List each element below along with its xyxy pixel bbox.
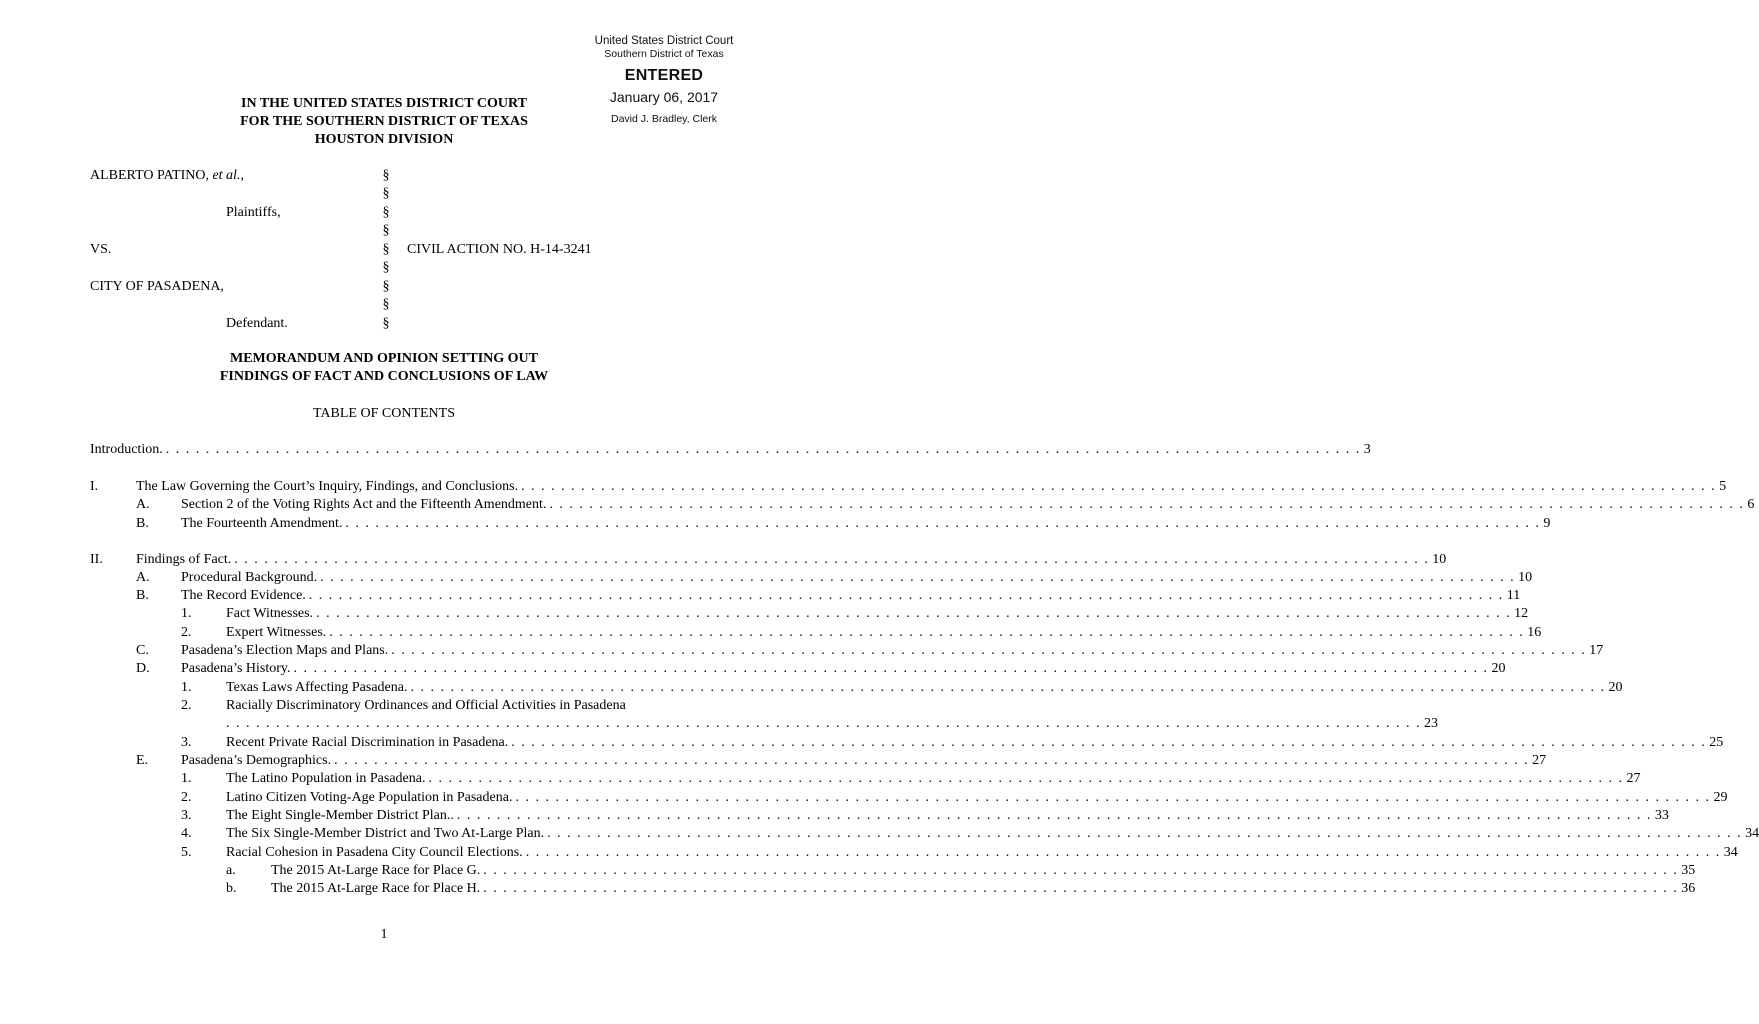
- toc-entry-text: Section 2 of the Voting Rights Act and the Fifteenth Amendment.: [181, 497, 547, 512]
- toc-entry-number: D.: [136, 661, 150, 676]
- toc-leader: . . . . . . . . . . . . . . . . . . . . . . . . . . . . . . . . . . . . . . . . . . . . . . . . . . . . . . . . . . . . . . . . . . . . . . . . . . . . . . . . . . . . . . . . . . . . . . . . . . . . . . . . . . . . . . . . . . . . . . . .: [515, 790, 1711, 805]
- toc-entry: [136, 752, 1547, 770]
- plaintiff-name: ALBERTO PATINO, et al.,: [90, 168, 244, 183]
- toc-entry-number: 2.: [181, 625, 192, 640]
- toc-entry-number: 4.: [181, 826, 192, 841]
- toc-entry: [136, 587, 1521, 605]
- toc-entry-page: 34: [1745, 826, 1759, 841]
- toc-entry-number: I.: [90, 479, 99, 494]
- toc-entry-number: C.: [136, 643, 149, 658]
- toc-entry-page: 3: [1363, 442, 1371, 457]
- toc-entry-text: Pasadena’s Election Maps and Plans.: [181, 643, 389, 658]
- toc-entry-page: 25: [1709, 735, 1724, 750]
- section-symbol: §: [382, 260, 390, 275]
- toc-leader: . . . . . . . . . . . . . . . . . . . . . . . . . . . . . . . . . . . . . . . . . . . . . . . . . . . . . . . . . . . . . . . . . . . . . . . . . . . . . . . . . . . . . . . . . . . . . . . . . . . . . . . . . . . . . . . . . . . . . . . .: [428, 771, 1624, 786]
- toc-entry-number: 1.: [181, 771, 192, 786]
- defendant-name: CITY OF PASADENA,: [90, 279, 224, 294]
- stamp-district: Southern District of Texas: [604, 48, 724, 60]
- toc-entry-text: Recent Private Racial Discrimination in Pasadena.: [226, 735, 509, 750]
- toc-entry: [136, 496, 1755, 514]
- court-heading-line: HOUSTON DIVISION: [314, 132, 454, 147]
- toc-entry-page: 6: [1747, 497, 1755, 512]
- section-symbol: §: [382, 279, 390, 294]
- toc-leader: . . . . . . . . . . . . . . . . . . . . . . . . . . . . . . . . . . . . . . . . . . . . . . . . . . . . . . . . . . . . . . . . . . . . . . . . . . . . . . . . . . . . . . . . . . . . . . . . . . . . . . . . . . . . . . . . . . . . . . . .: [549, 497, 1745, 512]
- toc-entry-page: 27: [1626, 771, 1641, 786]
- toc-entry-number: A.: [136, 570, 150, 585]
- toc-entry: [136, 515, 1551, 533]
- toc-entry-text: The Eight Single-Member District Plan..: [226, 808, 454, 823]
- toc-entry: [181, 697, 681, 715]
- toc-leader: . . . . . . . . . . . . . . . . . . . . . . . . . . . . . . . . . . . . . . . . . . . . . . . . . . . . . . . . . . . . . . . . . . . . . . . . . . . . . . . . . . . . . . . . . . . . . . . . . . . . . . . . . . . . . . . . . . . . . . . .: [410, 680, 1606, 695]
- toc-leader: . . . . . . . . . . . . . . . . . . . . . . . . . . . . . . . . . . . . . . . . . . . . . . . . . . . . . . . . . . . . . . . . . . . . . . . . . . . . . . . . . . . . . . . . . . . . . . . . . . . . . . . . . . . . . . . . . . . . . . . .: [334, 753, 1530, 768]
- toc-entry-text: The 2015 At-Large Race for Place G.: [271, 863, 481, 878]
- toc-entry-page: 10: [1432, 552, 1447, 567]
- entered-stamp: [580, 34, 748, 126]
- toc-title: TABLE OF CONTENTS: [313, 406, 455, 421]
- toc-entry: [181, 807, 1669, 825]
- stamp-date: January 06, 2017: [609, 89, 719, 105]
- toc-entry-page: 16: [1527, 625, 1542, 640]
- toc-entry-number: 5.: [181, 845, 192, 860]
- toc-entry-page: 29: [1713, 790, 1728, 805]
- toc-entry-text: Expert Witnesses.: [226, 625, 327, 640]
- toc-entry-page: 20: [1491, 661, 1506, 676]
- toc-entry-text: Texas Laws Affecting Pasadena.: [226, 680, 408, 695]
- toc-leader: . . . . . . . . . . . . . . . . . . . . . . . . . . . . . . . . . . . . . . . . . . . . . . . . . . . . . . . . . . . . . . . . . . . . . . . . . . . . . . . . . . . . . . . . . . . . . . . . . . . . . . . . . . . . . . . . . . . . . . . .: [165, 442, 1361, 457]
- toc-leader: . . . . . . . . . . . . . . . . . . . . . . . . . . . . . . . . . . . . . . . . . . . . . . . . . . . . . . . . . . . . . . . . . . . . . . . . . . . . . . . . . . . . . . . . . . . . . . . . . . . . . . . . . . . . . . . . . . . . . . . .: [293, 661, 1489, 676]
- toc-leader: . . . . . . . . . . . . . . . . . . . . . . . . . . . . . . . . . . . . . . . . . . . . . . . . . . . . . . . . . . . . . . . . . . . . . . . . . . . . . . . . . . . . . . . . . . . . . . . . . . . . . . . . . . . . . . . . . . . . . . . .: [525, 845, 1721, 860]
- toc-entry: [136, 569, 1533, 587]
- toc-entry-number: A.: [136, 497, 150, 512]
- memorandum-title: [120, 350, 648, 386]
- toc-entry: [181, 605, 1529, 623]
- toc-entry-number: b.: [226, 881, 237, 896]
- toc-entry-page: 12: [1514, 606, 1529, 621]
- toc-entry: [90, 551, 1447, 569]
- memorandum-title-line: FINDINGS OF FACT AND CONCLUSIONS OF LAW: [219, 369, 549, 384]
- toc-entry-text: Pasadena’s History.: [181, 661, 291, 676]
- section-symbol: §: [382, 316, 390, 331]
- toc-entry-page: 34: [1723, 845, 1738, 860]
- stamp-clerk: David J. Bradley, Clerk: [610, 113, 717, 125]
- et-al: et al.: [212, 168, 241, 183]
- toc-entry-page: 17: [1589, 643, 1604, 658]
- toc-entry-text: Racial Cohesion in Pasadena City Council Elections.: [226, 845, 523, 860]
- section-symbol: §: [382, 297, 390, 312]
- toc-entry-page: 35: [1681, 863, 1696, 878]
- toc-entry-number: 1.: [181, 606, 192, 621]
- versus-label: VS.: [90, 242, 112, 257]
- toc-entry-text: The Fourteenth Amendment.: [181, 516, 343, 531]
- toc-leader: . . . . . . . . . . . . . . . . . . . . . . . . . . . . . . . . . . . . . . . . . . . . . . . . . . . . . . . . . . . . . . . . . . . . . . . . . . . . . . . . . . . . . . . . . . . . . . . . . . . . . . . . . . . . . . . . . . . . . . . .: [483, 863, 1679, 878]
- toc-entry-text: Pasadena’s Demographics.: [181, 753, 332, 768]
- toc-entry: [181, 825, 1759, 843]
- toc-entry-number: 2.: [181, 698, 192, 713]
- memorandum-title-line: MEMORANDUM AND OPINION SETTING OUT: [229, 351, 538, 366]
- defendant-role: Defendant.: [226, 316, 288, 331]
- toc-entry-number: E.: [136, 753, 149, 768]
- toc-entry: [181, 789, 1728, 807]
- toc-entry: [226, 880, 1696, 898]
- court-heading: [200, 95, 568, 149]
- toc-entry: [181, 734, 1724, 752]
- toc-entry-page: 27: [1532, 753, 1547, 768]
- toc-entry-text: Latino Citizen Voting-Age Population in Pasadena.: [226, 790, 513, 805]
- toc-entry-text: Fact Witnesses.: [226, 606, 314, 621]
- toc-entry: [181, 624, 1542, 642]
- court-heading-line: FOR THE SOUTHERN DISTRICT OF TEXAS: [240, 114, 528, 129]
- toc-leader: . . . . . . . . . . . . . . . . . . . . . . . . . . . . . . . . . . . . . . . . . . . . . . . . . . . . . . . . . . . . . . . . . . . . . . . . . . . . . . . . . . . . . . . . . . . . . . . . . . . . . . . . . . . . . . . . . . . . . . . .: [547, 826, 1743, 841]
- toc-entry-text: Findings of Fact.: [136, 552, 232, 567]
- toc-entry: [181, 770, 1641, 788]
- toc-entry: [181, 844, 1738, 862]
- toc-entry-number: B.: [136, 516, 149, 531]
- toc-entry: [226, 862, 1696, 880]
- toc-entry-text: The 2015 At-Large Race for Place H.: [271, 881, 481, 896]
- toc-entry: [90, 441, 1371, 459]
- stamp-court: United States District Court: [594, 35, 734, 47]
- page-number: 1: [380, 927, 388, 942]
- section-symbol: §: [382, 242, 390, 257]
- toc-entry-number: 3.: [181, 808, 192, 823]
- toc-entry: [136, 642, 1604, 660]
- toc-entry: [181, 679, 1623, 697]
- section-symbol: §: [382, 205, 390, 220]
- toc-entry-text: The Law Governing the Court’s Inquiry, Findings, and Conclusions.: [136, 479, 519, 494]
- court-heading-line: IN THE UNITED STATES DISTRICT COURT: [241, 96, 527, 111]
- toc-entry-text: Racially Discriminatory Ordinances and Official Activities in Pasadena: [226, 698, 626, 713]
- toc-leader: . . . . . . . . . . . . . . . . . . . . . . . . . . . . . . . . . . . . . . . . . . . . . . . . . . . . . . . . . . . . . . . . . . . . . . . . . . . . . . . . . . . . . . . . . . . . . . . . . . . . . . . . . . . . . . . . . . . . . . . .: [345, 516, 1541, 531]
- toc-entry: [136, 660, 1506, 678]
- civil-action-number: CIVIL ACTION NO. H-14-3241: [407, 242, 592, 257]
- toc-entry-text: The Latino Population in Pasadena.: [226, 771, 426, 786]
- toc-entry: [90, 478, 1727, 496]
- toc-entry-continued: [226, 715, 1438, 733]
- toc-leader: . . . . . . . . . . . . . . . . . . . . . . . . . . . . . . . . . . . . . . . . . . . . . . . . . . . . . . . . . . . . . . . . . . . . . . . . . . . . . . . . . . . . . . . . . . . . . . . . . . . . . . . . . . . . . . . . . . . . . . . .: [329, 625, 1525, 640]
- toc-entry-number: 1.: [181, 680, 192, 695]
- toc-entry-number: B.: [136, 588, 149, 603]
- section-symbol: §: [382, 223, 390, 238]
- toc-entry-text: The Six Single-Member District and Two At-Large Plan.: [226, 826, 545, 841]
- toc-entry-page: 36: [1681, 881, 1696, 896]
- toc-entry-page: 10: [1518, 570, 1533, 585]
- toc-entry-number: 3.: [181, 735, 192, 750]
- stamp-status: ENTERED: [624, 67, 704, 84]
- toc-leader: . . . . . . . . . . . . . . . . . . . . . . . . . . . . . . . . . . . . . . . . . . . . . . . . . . . . . . . . . . . . . . . . . . . . . . . . . . . . . . . . . . . . . . . . . . . . . . . . . . . . . . . . . . . . . . . . . . . . . . . .: [521, 479, 1717, 494]
- toc-leader: . . . . . . . . . . . . . . . . . . . . . . . . . . . . . . . . . . . . . . . . . . . . . . . . . . . . . . . . . . . . . . . . . . . . . . . . . . . . . . . . . . . . . . . . . . . . . . . . . . . . . . . . . . . . . . . . . . . . . . . .: [320, 570, 1516, 585]
- toc-leader: . . . . . . . . . . . . . . . . . . . . . . . . . . . . . . . . . . . . . . . . . . . . . . . . . . . . . . . . . . . . . . . . . . . . . . . . . . . . . . . . . . . . . . . . . . . . . . . . . . . . . . . . . . . . . . . . . . . . . . . .: [308, 588, 1504, 603]
- toc-entry-number: 2.: [181, 790, 192, 805]
- toc-entry-text: Introduction.: [90, 442, 163, 457]
- toc-entry-text: The Record Evidence.: [181, 588, 306, 603]
- toc-entry-page: 23: [1424, 716, 1438, 731]
- toc-entry-page: 11: [1506, 588, 1521, 603]
- toc-leader: . . . . . . . . . . . . . . . . . . . . . . . . . . . . . . . . . . . . . . . . . . . . . . . . . . . . . . . . . . . . . . . . . . . . . . . . . . . . . . . . . . . . . . . . . . . . . . . . . . . . . . . . . . . . . . . . . . . . . . . .: [316, 606, 1512, 621]
- toc-entry-page: 20: [1608, 680, 1623, 695]
- toc-leader: . . . . . . . . . . . . . . . . . . . . . . . . . . . . . . . . . . . . . . . . . . . . . . . . . . . . . . . . . . . . . . . . . . . . . . . . . . . . . . . . . . . . . . . . . . . . . . . . . . . . . . . . . . . . . . . . . . . . . . . .: [226, 716, 1421, 731]
- toc-leader: . . . . . . . . . . . . . . . . . . . . . . . . . . . . . . . . . . . . . . . . . . . . . . . . . . . . . . . . . . . . . . . . . . . . . . . . . . . . . . . . . . . . . . . . . . . . . . . . . . . . . . . . . . . . . . . . . . . . . . . .: [456, 808, 1652, 823]
- toc-leader: . . . . . . . . . . . . . . . . . . . . . . . . . . . . . . . . . . . . . . . . . . . . . . . . . . . . . . . . . . . . . . . . . . . . . . . . . . . . . . . . . . . . . . . . . . . . . . . . . . . . . . . . . . . . . . . . . . . . . . . .: [234, 552, 1430, 567]
- plaintiff-role: Plaintiffs,: [226, 205, 281, 220]
- toc-entry-page: 9: [1543, 516, 1551, 531]
- section-symbol: §: [382, 186, 390, 201]
- toc-entry-page: 33: [1654, 808, 1669, 823]
- toc-leader: . . . . . . . . . . . . . . . . . . . . . . . . . . . . . . . . . . . . . . . . . . . . . . . . . . . . . . . . . . . . . . . . . . . . . . . . . . . . . . . . . . . . . . . . . . . . . . . . . . . . . . . . . . . . . . . . . . . . . . . .: [483, 881, 1679, 896]
- section-symbol: §: [382, 168, 390, 183]
- toc-entry-page: 5: [1719, 479, 1727, 494]
- toc-leader: . . . . . . . . . . . . . . . . . . . . . . . . . . . . . . . . . . . . . . . . . . . . . . . . . . . . . . . . . . . . . . . . . . . . . . . . . . . . . . . . . . . . . . . . . . . . . . . . . . . . . . . . . . . . . . . . . . . . . . . .: [511, 735, 1707, 750]
- toc-entry-number: a.: [226, 863, 236, 878]
- toc-leader: . . . . . . . . . . . . . . . . . . . . . . . . . . . . . . . . . . . . . . . . . . . . . . . . . . . . . . . . . . . . . . . . . . . . . . . . . . . . . . . . . . . . . . . . . . . . . . . . . . . . . . . . . . . . . . . . . . . . . . . .: [391, 643, 1587, 658]
- toc-entry-text: Procedural Background.: [181, 570, 318, 585]
- toc-entry-number: II.: [90, 552, 103, 567]
